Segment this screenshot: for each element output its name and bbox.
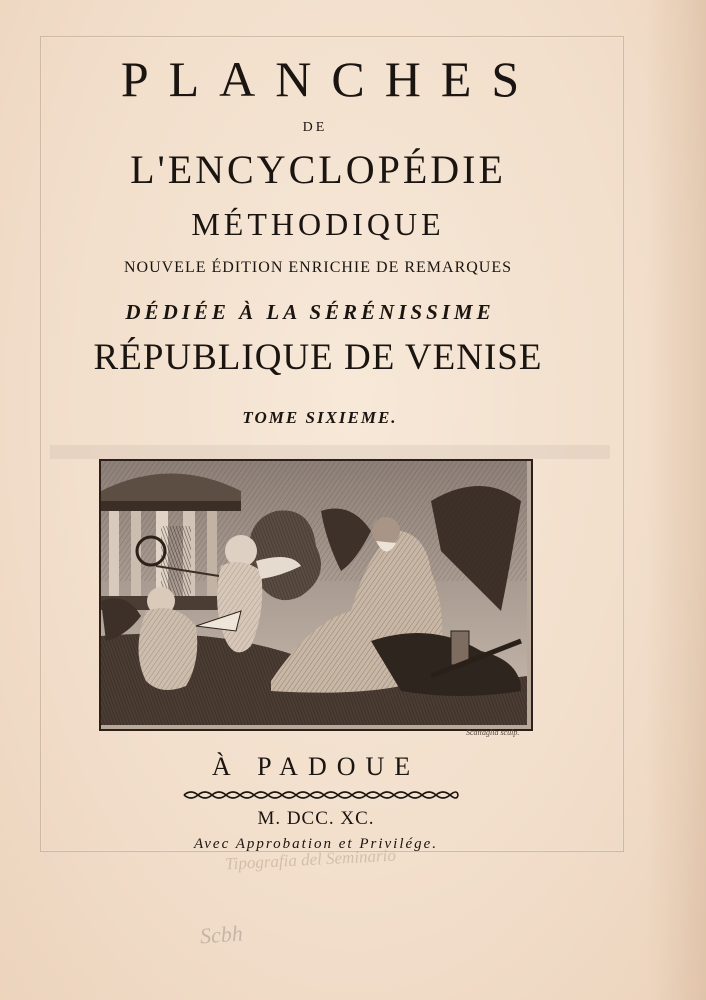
volume-label: TOME SIXIEME.: [242, 408, 398, 427]
dedication-republic: RÉPUBLIQUE DE VENISE: [93, 337, 543, 378]
subtitle-edition: NOUVELE ÉDITION ENRICHIE DE REMARQUES: [123, 259, 513, 276]
title-encyclopedie: L'ENCYCLOPÉDIE: [130, 147, 506, 192]
title-methodique: MÉTHODIQUE: [191, 206, 445, 242]
imprint-year: M. DCC. XC.: [257, 808, 375, 829]
ornamental-rule: [182, 788, 460, 802]
title-planches: PLANCHES: [120, 51, 540, 107]
pencil-note: Scbh: [199, 920, 244, 949]
engraver-signature: Scattaglia sculp.: [466, 728, 520, 737]
faint-stamp-text: Tipografia del Seminario: [224, 845, 397, 874]
title-de: DE: [302, 120, 328, 135]
offset-shadow: [50, 445, 610, 459]
engraving-vignette-icon: [99, 459, 533, 731]
imprint-privilege: Avec Approbation et Privilége.: [193, 836, 439, 852]
imprint-place: À PADOUE: [211, 752, 421, 781]
dedication-line: DÉDIÉE À LA SÉRÉNISSIME: [125, 300, 495, 324]
page-edge-shadow: [646, 0, 706, 1000]
